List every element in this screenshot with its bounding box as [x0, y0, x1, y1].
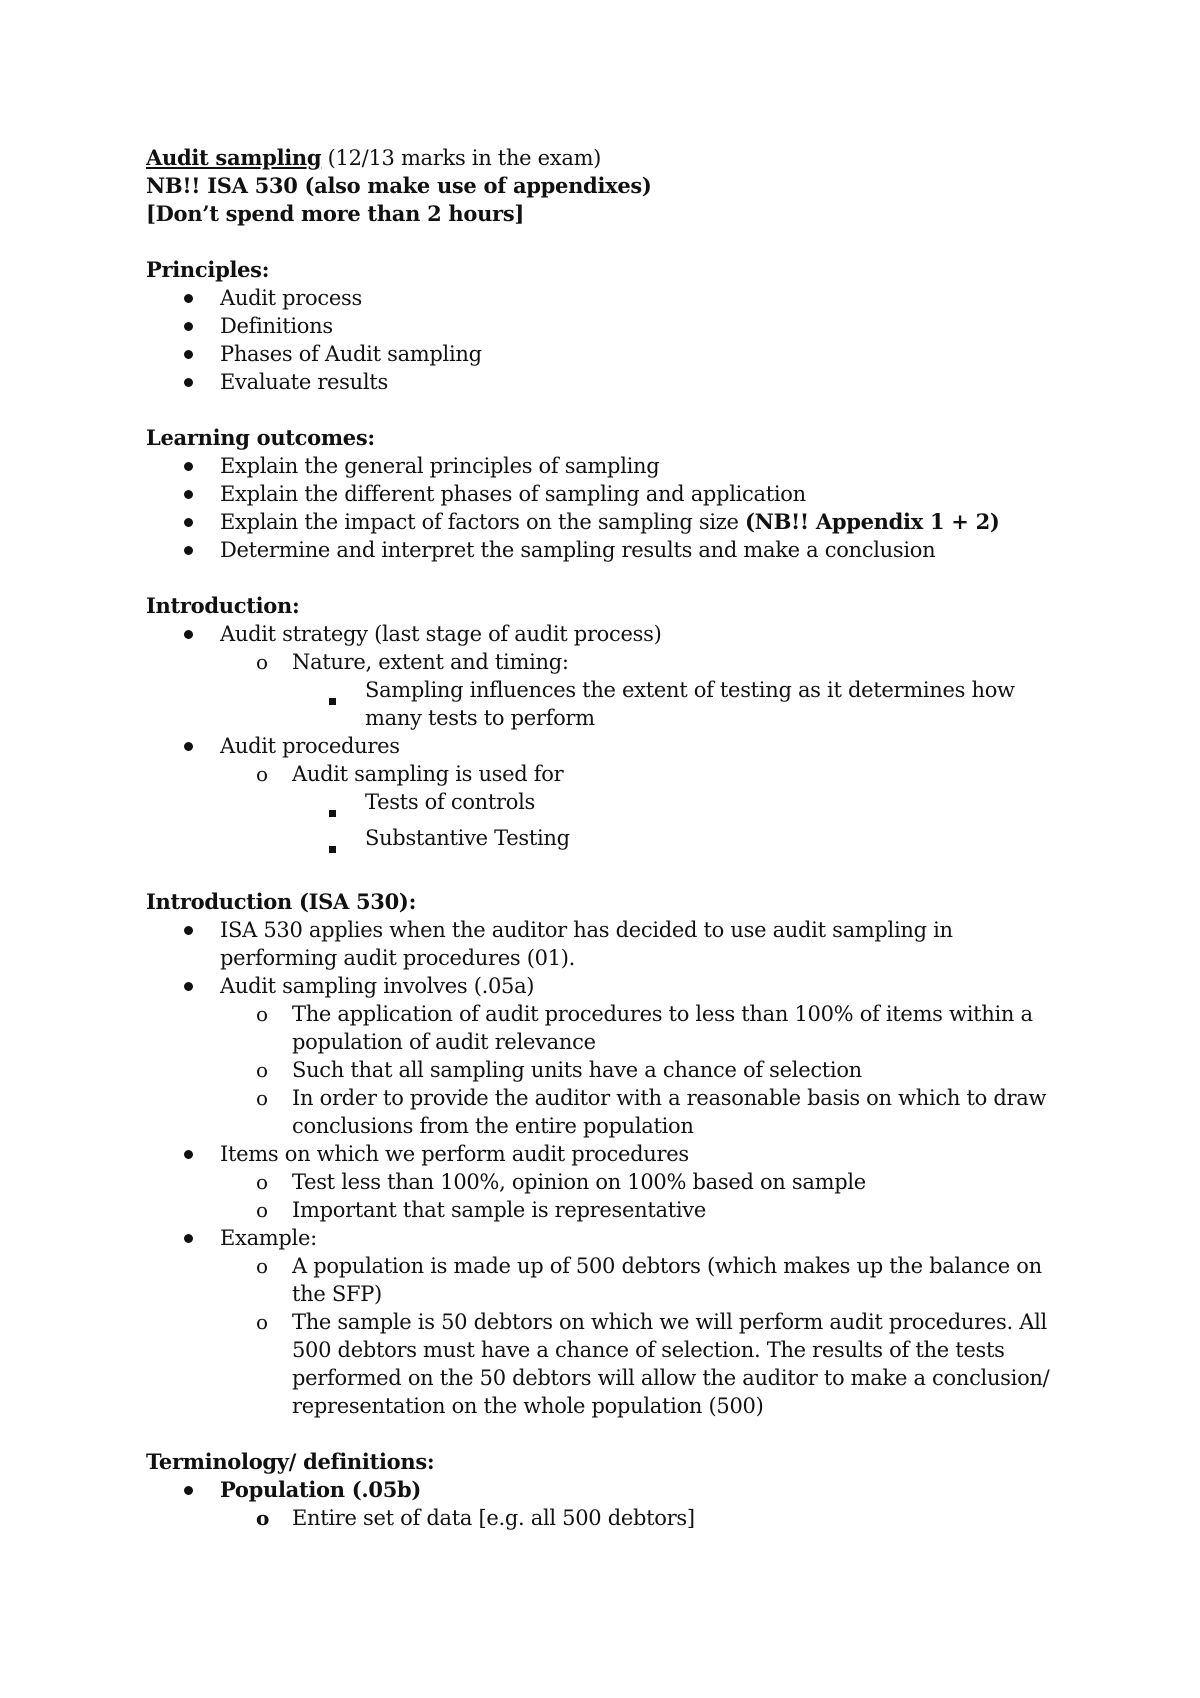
learning-heading: Learning outcomes:: [146, 425, 375, 450]
document-body: [146, 144, 1076, 1532]
list-item: ISA 530 applies when the auditor has decided to use audit sampling in performing audit procedures (01).: [146, 916, 1076, 972]
title-suffix: (12/13 marks in the exam): [321, 146, 602, 170]
list-item: Substantive Testing: [146, 824, 1076, 860]
list-item: o The sample is 50 debtors on which we will perform audit procedures. All 500 debtors must have a chance of selection. The results of the tests performed on the 50 debtors will allow the auditor to make a conclusion/ representation on the whole population (500): [256, 1310, 1050, 1418]
bullet-icon: [184, 284, 220, 303]
appendix-note: (NB!! Appendix 1 + 2): [745, 509, 1000, 534]
circle-bullet-icon: o: [256, 650, 268, 674]
list-item: o A population is made up of 500 debtors (which makes up the balance on the SFP): [256, 1254, 1042, 1306]
list-item: Audit procedures: [146, 732, 1076, 760]
bullet-icon: [184, 1224, 220, 1243]
circle-bullet-icon: o: [256, 1254, 268, 1278]
circle-bullet-icon: o: [256, 762, 268, 786]
bullet-icon: [184, 340, 220, 359]
circle-bullet-icon: o: [256, 1002, 268, 1026]
list-item: Audit sampling involves (.05a): [146, 972, 1076, 1000]
list-item: Sampling influences the extent of testing as it determines how many tests to perform: [146, 676, 1076, 732]
list-item: Explain the different phases of sampling and application: [146, 480, 1076, 508]
terminology-heading: Terminology/ definitions:: [146, 1449, 435, 1474]
bullet-icon: [184, 1476, 220, 1495]
square-bullet-icon: [329, 788, 365, 824]
circle-bullet-icon: o: [256, 1170, 268, 1194]
circle-bullet-icon: o: [256, 1086, 268, 1110]
document-title-line: [146, 144, 1076, 172]
list-item: o Entire set of data [e.g. all 500 debtors]: [256, 1506, 695, 1530]
list-item: Audit strategy (last stage of audit process): [146, 620, 1076, 648]
list-item: o Audit sampling is used for: [256, 762, 564, 786]
circle-bullet-icon: o: [256, 1310, 268, 1334]
list-item: o In order to provide the auditor with a reasonable basis on which to draw conclusions from the entire population: [256, 1086, 1047, 1138]
list-item: Tests of controls: [146, 788, 1076, 824]
circle-bullet-icon: o: [256, 1058, 268, 1082]
isa-heading: Introduction (ISA 530):: [146, 889, 417, 914]
list-item: Audit process: [146, 284, 1076, 312]
spacer: [146, 1420, 1076, 1448]
bullet-icon: [184, 1140, 220, 1159]
bullet-icon: [184, 916, 220, 935]
bullet-icon: [184, 620, 220, 639]
list-item: Example:: [146, 1224, 1076, 1252]
bullet-icon: [184, 312, 220, 331]
circle-bullet-icon: o: [256, 1506, 270, 1530]
list-item: Population (.05b): [146, 1476, 1076, 1504]
bullet-icon: [184, 536, 220, 555]
list-item: o Important that sample is representative: [256, 1198, 706, 1222]
bullet-icon: [184, 480, 220, 499]
list-item: Explain the impact of factors on the sampling size (NB!! Appendix 1 + 2): [146, 508, 1076, 536]
list-item: Items on which we perform audit procedures: [146, 1140, 1076, 1168]
bullet-icon: [184, 732, 220, 751]
bullet-icon: [184, 972, 220, 991]
time-line: [Don’t spend more than 2 hours]: [146, 201, 524, 226]
list-item: Definitions: [146, 312, 1076, 340]
spacer: [146, 564, 1076, 592]
list-item: o Test less than 100%, opinion on 100% based on sample: [256, 1170, 866, 1194]
list-item: o Such that all sampling units have a chance of selection: [256, 1058, 862, 1082]
square-bullet-icon: [329, 676, 365, 712]
list-item: Evaluate results: [146, 368, 1076, 396]
circle-bullet-icon: o: [256, 1198, 268, 1222]
spacer: [146, 860, 1076, 888]
principles-heading: Principles:: [146, 257, 270, 282]
intro-heading: Introduction:: [146, 593, 300, 618]
nb-line: NB!! ISA 530 (also make use of appendixes): [146, 173, 652, 198]
list-item: Determine and interpret the sampling results and make a conclusion: [146, 536, 1076, 564]
bullet-icon: [184, 452, 220, 471]
list-item: Explain the general principles of sampling: [146, 452, 1076, 480]
list-item: Phases of Audit sampling: [146, 340, 1076, 368]
document-title: Audit sampling: [146, 145, 322, 170]
list-item: o The application of audit procedures to less than 100% of items within a population of audit relevance: [256, 1002, 1033, 1054]
bullet-icon: [184, 368, 220, 387]
square-bullet-icon: [329, 824, 365, 860]
bullet-icon: [184, 508, 220, 527]
list-item: o Nature, extent and timing:: [256, 650, 569, 674]
spacer: [146, 228, 1076, 256]
spacer: [146, 396, 1076, 424]
